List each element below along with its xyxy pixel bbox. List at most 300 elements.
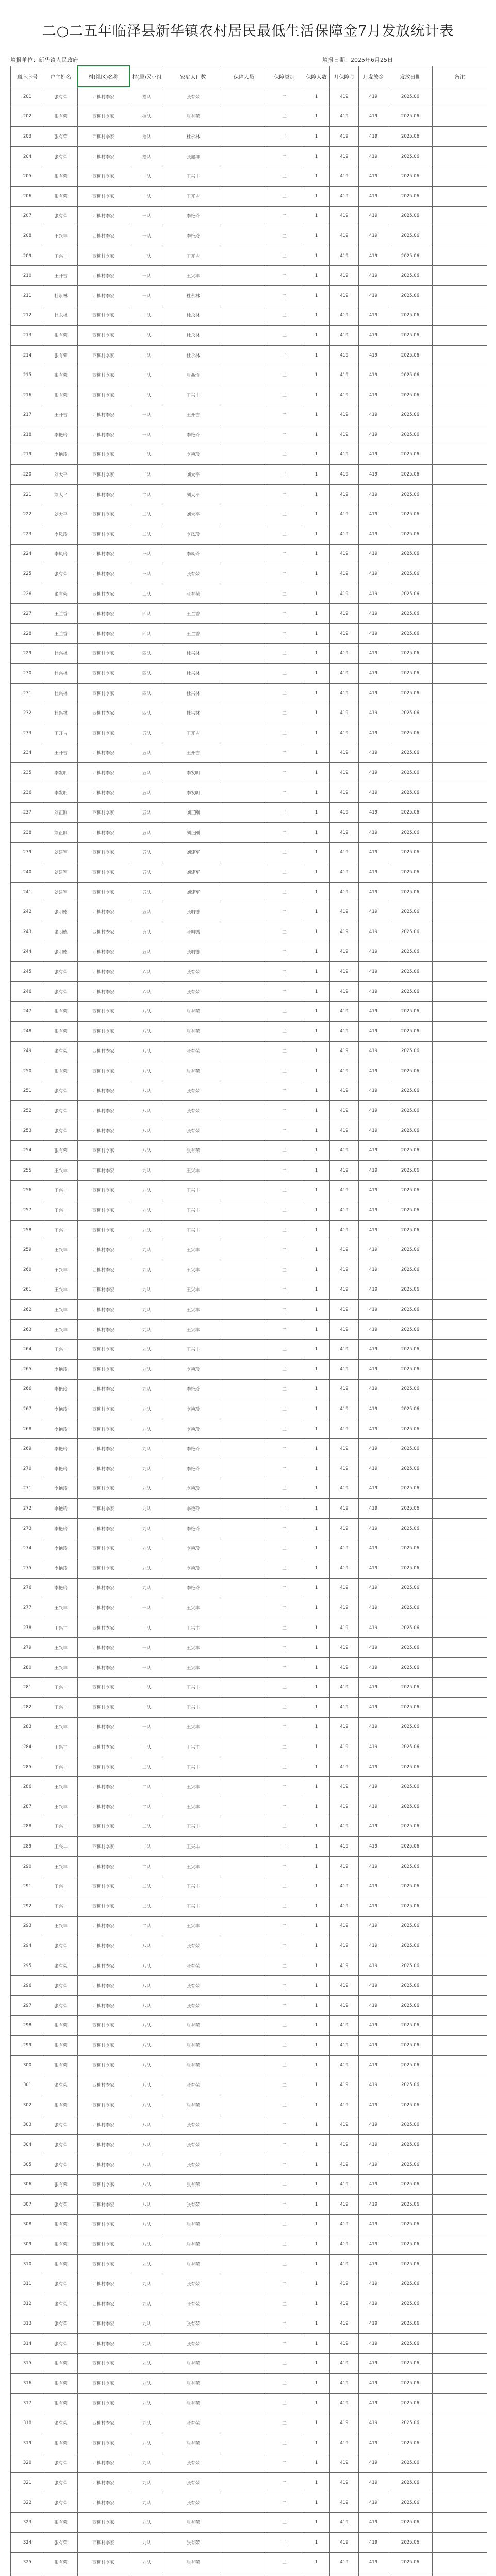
table-cell[interactable]: 西柳村李家 [78, 1737, 129, 1757]
table-cell[interactable]: 一队 [129, 1638, 164, 1658]
table-cell[interactable]: 二 [266, 2314, 303, 2334]
table-cell[interactable]: 419 [359, 2155, 388, 2175]
table-cell[interactable] [222, 1061, 266, 1081]
table-cell[interactable]: 王兴丰 [164, 1220, 222, 1240]
table-cell[interactable]: 张有荣 [44, 326, 78, 346]
table-cell[interactable]: 西柳村李家 [78, 1360, 129, 1380]
table-cell[interactable]: 219 [11, 445, 44, 465]
table-cell[interactable]: 四队 [129, 604, 164, 624]
table-cell[interactable]: 西柳村李家 [78, 2115, 129, 2135]
table-cell[interactable]: 419 [330, 1061, 359, 1081]
table-cell[interactable]: 1 [303, 306, 330, 326]
table-cell[interactable]: 张有荣 [44, 2493, 78, 2513]
table-cell[interactable]: 1 [303, 2353, 330, 2374]
table-cell[interactable] [222, 564, 266, 584]
table-cell[interactable]: 1 [303, 1121, 330, 1141]
table-cell[interactable] [433, 1737, 487, 1757]
table-cell[interactable]: 2025.06 [388, 87, 433, 107]
table-cell[interactable]: 419 [359, 87, 388, 107]
table-cell[interactable]: 419 [330, 365, 359, 385]
table-cell[interactable]: 王兴丰 [44, 1260, 78, 1280]
table-cell[interactable]: 张有荣 [44, 2055, 78, 2075]
table-cell[interactable]: 拾队 [129, 127, 164, 147]
table-cell[interactable]: 二 [266, 146, 303, 166]
table-cell[interactable]: 419 [359, 604, 388, 624]
table-cell[interactable]: 西柳村李家 [78, 2393, 129, 2413]
table-cell[interactable]: 二 [266, 2274, 303, 2294]
table-cell[interactable]: 419 [359, 2453, 388, 2473]
table-cell[interactable]: 236 [11, 783, 44, 803]
table-cell[interactable]: 419 [330, 246, 359, 266]
table-cell[interactable]: 419 [330, 87, 359, 107]
table-cell[interactable]: 419 [359, 1996, 388, 2016]
table-cell[interactable]: 杜兴林 [164, 703, 222, 723]
table-cell[interactable] [222, 584, 266, 604]
table-cell[interactable]: 419 [330, 2155, 359, 2175]
table-cell[interactable]: 419 [330, 1021, 359, 1041]
table-cell[interactable]: 246 [11, 981, 44, 1002]
table-cell[interactable] [433, 2115, 487, 2135]
table-cell[interactable]: 二 [266, 1260, 303, 1280]
table-cell[interactable]: 324 [11, 2533, 44, 2553]
table-cell[interactable] [359, 2572, 388, 2576]
table-cell[interactable] [433, 1002, 487, 1022]
table-cell[interactable]: 419 [330, 266, 359, 286]
table-cell[interactable]: 二 [266, 643, 303, 664]
table-cell[interactable]: 252 [11, 1101, 44, 1121]
table-cell[interactable]: 419 [359, 2015, 388, 2036]
table-cell[interactable]: 1 [303, 2055, 330, 2075]
table-cell[interactable] [222, 2075, 266, 2095]
table-cell[interactable]: 419 [330, 186, 359, 206]
table-cell[interactable]: 242 [11, 902, 44, 922]
table-cell[interactable]: 西柳村李家 [78, 2234, 129, 2255]
table-cell[interactable]: 西柳村李家 [78, 385, 129, 405]
table-cell[interactable]: 1 [303, 405, 330, 425]
table-cell[interactable]: 西柳村李家 [78, 703, 129, 723]
table-cell[interactable]: 王兴丰 [44, 1837, 78, 1857]
table-cell[interactable]: 419 [330, 2413, 359, 2433]
table-cell[interactable] [222, 524, 266, 545]
table-cell[interactable]: 西柳村李家 [78, 1518, 129, 1538]
table-cell[interactable]: 张明德 [44, 902, 78, 922]
table-cell[interactable]: 419 [330, 1797, 359, 1817]
table-cell[interactable]: 419 [330, 643, 359, 664]
table-cell[interactable]: 419 [359, 1360, 388, 1380]
table-cell[interactable]: 419 [330, 723, 359, 743]
table-cell[interactable]: 张有荣 [164, 1976, 222, 1996]
table-cell[interactable]: 张有荣 [44, 2314, 78, 2334]
table-cell[interactable] [222, 425, 266, 445]
table-cell[interactable]: 西柳村李家 [78, 723, 129, 743]
table-cell[interactable]: 张有荣 [44, 2473, 78, 2493]
table-cell[interactable]: 王兴丰 [164, 1717, 222, 1737]
table-cell[interactable] [433, 285, 487, 306]
table-cell[interactable]: 二 [266, 2453, 303, 2473]
table-cell[interactable]: 2025.06 [388, 822, 433, 842]
table-cell[interactable]: 二 [266, 842, 303, 862]
table-cell[interactable]: 419 [359, 1081, 388, 1101]
table-cell[interactable]: 二 [266, 1837, 303, 1857]
table-cell[interactable]: 刘正刚 [164, 803, 222, 823]
table-cell[interactable]: 2025.06 [388, 1141, 433, 1161]
table-cell[interactable]: 419 [359, 1399, 388, 1419]
table-cell[interactable]: 九队 [129, 1459, 164, 1479]
table-cell[interactable]: 八队 [129, 1956, 164, 1976]
table-cell[interactable]: 321 [11, 2473, 44, 2493]
table-cell[interactable]: 1 [303, 683, 330, 703]
table-cell[interactable]: 419 [359, 1657, 388, 1677]
table-cell[interactable]: 2025.06 [388, 1698, 433, 1718]
table-cell[interactable]: 419 [359, 2552, 388, 2572]
table-cell[interactable]: 1 [303, 584, 330, 604]
table-cell[interactable]: 1 [303, 465, 330, 485]
table-cell[interactable]: 五队 [129, 882, 164, 902]
table-cell[interactable] [433, 2572, 487, 2576]
table-cell[interactable]: 西柳村李家 [78, 365, 129, 385]
table-cell[interactable]: 二 [266, 2353, 303, 2374]
table-cell[interactable]: 二 [266, 981, 303, 1002]
table-cell[interactable] [222, 1319, 266, 1340]
table-cell[interactable]: 二 [266, 285, 303, 306]
table-cell[interactable]: 2025.06 [388, 1856, 433, 1876]
table-cell[interactable]: 277 [11, 1598, 44, 1618]
table-cell[interactable]: 二 [266, 1638, 303, 1658]
table-cell[interactable]: 1 [303, 1777, 330, 1797]
table-cell[interactable]: 拾队 [129, 87, 164, 107]
table-cell[interactable]: 二 [266, 326, 303, 346]
table-cell[interactable]: 419 [330, 524, 359, 545]
table-cell[interactable]: 张有荣 [164, 962, 222, 982]
table-cell[interactable]: 1 [303, 2214, 330, 2234]
table-cell[interactable]: 1 [303, 2473, 330, 2493]
table-cell[interactable] [222, 1240, 266, 1260]
table-cell[interactable]: 289 [11, 1837, 44, 1857]
table-cell[interactable]: 二 [266, 2075, 303, 2095]
table-cell[interactable]: 八队 [129, 2015, 164, 2036]
table-cell[interactable]: 419 [359, 166, 388, 187]
table-cell[interactable]: 419 [359, 425, 388, 445]
table-cell[interactable]: 杜兴林 [164, 683, 222, 703]
table-cell[interactable]: 王兴丰 [44, 1598, 78, 1618]
table-cell[interactable]: 西柳村李家 [78, 1002, 129, 1022]
table-cell[interactable]: 张有荣 [44, 2353, 78, 2374]
table-cell[interactable] [222, 1757, 266, 1777]
table-cell[interactable]: 419 [330, 624, 359, 644]
table-cell[interactable]: 王兴丰 [44, 1300, 78, 1320]
table-cell[interactable]: 419 [330, 1200, 359, 1221]
table-cell[interactable]: 419 [330, 1081, 359, 1101]
table-cell[interactable]: 张有荣 [164, 2175, 222, 2195]
col-payment-date[interactable]: 发放日期 [388, 66, 433, 87]
table-cell[interactable]: 1 [303, 285, 330, 306]
table-cell[interactable]: 419 [359, 1956, 388, 1976]
table-cell[interactable]: 王开吉 [164, 186, 222, 206]
table-cell[interactable]: 2025.06 [388, 107, 433, 127]
table-cell[interactable] [433, 703, 487, 723]
table-cell[interactable]: 张有荣 [44, 1121, 78, 1141]
table-cell[interactable] [433, 1876, 487, 1896]
table-cell[interactable]: 四队 [129, 643, 164, 664]
table-cell[interactable] [433, 2015, 487, 2036]
table-cell[interactable]: 八队 [129, 1936, 164, 1956]
table-cell[interactable]: 208 [11, 226, 44, 246]
table-cell[interactable]: 256 [11, 1180, 44, 1200]
table-cell[interactable]: 张有荣 [164, 1041, 222, 1061]
table-cell[interactable] [222, 2393, 266, 2413]
table-cell[interactable]: 419 [330, 2533, 359, 2553]
table-cell[interactable]: 419 [359, 584, 388, 604]
table-cell[interactable]: 一队 [129, 1737, 164, 1757]
col-householder[interactable]: 户主姓名 [44, 66, 78, 87]
table-cell[interactable]: 二 [266, 1240, 303, 1260]
table-cell[interactable]: 西柳村李家 [78, 1558, 129, 1578]
table-cell[interactable] [433, 2473, 487, 2493]
table-cell[interactable] [433, 1757, 487, 1777]
table-cell[interactable]: 419 [330, 564, 359, 584]
table-cell[interactable]: 1 [303, 524, 330, 545]
table-cell[interactable]: 299 [11, 2036, 44, 2056]
table-cell[interactable]: 西柳村李家 [78, 743, 129, 763]
table-cell[interactable] [222, 1717, 266, 1737]
table-cell[interactable]: 419 [359, 1002, 388, 1022]
table-cell[interactable]: 273 [11, 1518, 44, 1538]
table-cell[interactable]: 西柳村李家 [78, 683, 129, 703]
table-cell[interactable]: 1 [303, 1280, 330, 1300]
table-cell[interactable]: 李艳玲 [164, 1479, 222, 1499]
table-cell[interactable]: 1 [303, 664, 330, 684]
table-cell[interactable]: 1 [303, 1717, 330, 1737]
table-cell[interactable]: 李艳玲 [164, 1578, 222, 1598]
table-cell[interactable]: 西柳村李家 [78, 524, 129, 545]
table-cell[interactable]: 1 [303, 1041, 330, 1061]
table-cell[interactable] [11, 2572, 44, 2576]
table-cell[interactable]: 419 [330, 862, 359, 883]
table-cell[interactable]: 419 [330, 1439, 359, 1459]
table-cell[interactable]: 1 [303, 2036, 330, 2056]
table-cell[interactable]: 张有荣 [164, 2314, 222, 2334]
table-cell[interactable]: 2025.06 [388, 285, 433, 306]
table-cell[interactable]: 419 [359, 445, 388, 465]
table-cell[interactable]: 张有荣 [44, 186, 78, 206]
table-cell[interactable]: 张有荣 [44, 385, 78, 405]
table-cell[interactable]: 419 [359, 1618, 388, 1638]
table-cell[interactable]: 二 [266, 2294, 303, 2314]
table-cell[interactable]: 九队 [129, 1558, 164, 1578]
table-cell[interactable]: 西柳村李家 [78, 186, 129, 206]
table-cell[interactable]: 八队 [129, 2055, 164, 2075]
table-cell[interactable]: 1 [303, 1379, 330, 1399]
table-cell[interactable]: 王兴丰 [44, 1876, 78, 1896]
table-cell[interactable]: 419 [330, 2552, 359, 2572]
table-cell[interactable]: 张有荣 [164, 2015, 222, 2036]
table-cell[interactable]: 张有荣 [164, 1936, 222, 1956]
table-cell[interactable]: 张有荣 [164, 1101, 222, 1121]
table-cell[interactable] [222, 405, 266, 425]
table-cell[interactable]: 二 [266, 1737, 303, 1757]
table-cell[interactable]: 张有荣 [164, 87, 222, 107]
table-cell[interactable]: 419 [330, 465, 359, 485]
table-cell[interactable]: 419 [330, 1340, 359, 1360]
table-cell[interactable]: 2025.06 [388, 2274, 433, 2294]
table-cell[interactable] [433, 2274, 487, 2294]
table-cell[interactable]: 二 [266, 2214, 303, 2234]
table-cell[interactable]: 二 [266, 763, 303, 783]
table-cell[interactable]: 1 [303, 1021, 330, 1041]
table-cell[interactable]: 1 [303, 624, 330, 644]
table-cell[interactable]: 301 [11, 2075, 44, 2095]
table-cell[interactable]: 295 [11, 1956, 44, 1976]
table-cell[interactable]: 419 [359, 803, 388, 823]
table-cell[interactable]: 2025.06 [388, 345, 433, 365]
table-cell[interactable]: 419 [330, 763, 359, 783]
table-cell[interactable]: 西柳村李家 [78, 1976, 129, 1996]
table-cell[interactable]: 419 [330, 1558, 359, 1578]
table-cell[interactable]: 2025.06 [388, 1936, 433, 1956]
table-cell[interactable] [222, 1657, 266, 1677]
table-cell[interactable] [433, 524, 487, 545]
table-cell[interactable]: 419 [359, 1896, 388, 1917]
table-cell[interactable]: 西柳村李家 [78, 1200, 129, 1221]
table-cell[interactable]: 西柳村李家 [78, 2473, 129, 2493]
table-cell[interactable] [222, 1956, 266, 1976]
table-cell[interactable] [222, 345, 266, 365]
table-cell[interactable]: 西柳村李家 [78, 2095, 129, 2115]
table-cell[interactable]: 二 [266, 703, 303, 723]
table-cell[interactable]: 419 [359, 1817, 388, 1837]
table-cell[interactable]: 307 [11, 2194, 44, 2214]
table-cell[interactable]: 419 [330, 504, 359, 524]
table-cell[interactable]: 五队 [129, 783, 164, 803]
table-cell[interactable]: 283 [11, 1717, 44, 1737]
table-cell[interactable]: 西柳村李家 [78, 862, 129, 883]
table-cell[interactable]: 刘建军 [164, 882, 222, 902]
table-cell[interactable]: 2025.06 [388, 1280, 433, 1300]
table-cell[interactable]: 419 [330, 962, 359, 982]
table-cell[interactable] [222, 1677, 266, 1698]
table-cell[interactable] [222, 1737, 266, 1757]
table-cell[interactable]: 二 [266, 803, 303, 823]
table-cell[interactable]: 209 [11, 246, 44, 266]
table-cell[interactable]: 二 [266, 206, 303, 226]
table-cell[interactable]: 419 [359, 1379, 388, 1399]
table-cell[interactable] [433, 2314, 487, 2334]
table-cell[interactable]: 李艳玲 [44, 1439, 78, 1459]
table-cell[interactable]: 2025.06 [388, 882, 433, 902]
table-cell[interactable]: 李艳玲 [44, 1459, 78, 1479]
table-cell[interactable]: 2025.06 [388, 2015, 433, 2036]
table-cell[interactable]: 王兴丰 [164, 1657, 222, 1677]
table-cell[interactable]: 张有荣 [44, 2135, 78, 2155]
table-cell[interactable]: 西柳村李家 [78, 2334, 129, 2354]
table-cell[interactable]: 1 [303, 1061, 330, 1081]
table-cell[interactable]: 1 [303, 385, 330, 405]
table-cell[interactable]: 张有荣 [44, 2552, 78, 2572]
table-cell[interactable] [433, 87, 487, 107]
table-cell[interactable]: 1 [303, 1141, 330, 1161]
table-cell[interactable]: 王兴丰 [164, 1817, 222, 1837]
table-cell[interactable]: 2025.06 [388, 1677, 433, 1698]
table-cell[interactable]: 张有荣 [44, 1061, 78, 1081]
table-cell[interactable]: 419 [359, 2493, 388, 2513]
table-cell[interactable]: 二 [266, 1300, 303, 1320]
table-cell[interactable]: 二 [266, 862, 303, 883]
table-cell[interactable]: 二 [266, 166, 303, 187]
table-cell[interactable]: 二 [266, 1319, 303, 1340]
table-cell[interactable] [222, 2036, 266, 2056]
table-cell[interactable]: 1 [303, 822, 330, 842]
table-cell[interactable]: 2025.06 [388, 146, 433, 166]
table-cell[interactable]: 王兴丰 [164, 1677, 222, 1698]
table-cell[interactable]: 419 [359, 1300, 388, 1320]
table-cell[interactable]: 1 [303, 1896, 330, 1917]
table-cell[interactable]: 1 [303, 87, 330, 107]
table-cell[interactable]: 419 [359, 146, 388, 166]
table-cell[interactable] [222, 2453, 266, 2473]
table-cell[interactable] [222, 1618, 266, 1638]
table-cell[interactable]: 张有荣 [164, 2036, 222, 2056]
table-cell[interactable]: 张有荣 [44, 2155, 78, 2175]
table-cell[interactable]: 西柳村李家 [78, 1319, 129, 1340]
table-cell[interactable]: 张有荣 [44, 2294, 78, 2314]
table-cell[interactable] [433, 484, 487, 504]
table-cell[interactable]: 王开吉 [164, 743, 222, 763]
table-cell[interactable]: 二 [266, 664, 303, 684]
table-cell[interactable]: 240 [11, 862, 44, 883]
table-cell[interactable]: 419 [359, 2075, 388, 2095]
table-cell[interactable] [222, 842, 266, 862]
table-cell[interactable]: 1 [303, 1479, 330, 1499]
table-cell[interactable]: 419 [330, 683, 359, 703]
table-cell[interactable]: 西柳村李家 [78, 2374, 129, 2394]
table-cell[interactable]: 王兴丰 [164, 1240, 222, 1260]
table-cell[interactable] [222, 2194, 266, 2214]
table-cell[interactable]: 2025.06 [388, 1817, 433, 1837]
table-cell[interactable]: 419 [359, 1558, 388, 1578]
col-monthly-payment[interactable]: 月发放金 [359, 66, 388, 87]
table-cell[interactable]: 2025.06 [388, 1538, 433, 1558]
table-cell[interactable]: 2025.06 [388, 1797, 433, 1817]
table-cell[interactable]: 西柳村李家 [78, 1638, 129, 1658]
table-cell[interactable]: 一队 [129, 405, 164, 425]
table-cell[interactable]: 419 [330, 1817, 359, 1837]
table-cell[interactable]: 李艳玲 [164, 1538, 222, 1558]
table-cell[interactable]: 九队 [129, 1300, 164, 1320]
table-cell[interactable]: 刘建军 [44, 862, 78, 883]
table-cell[interactable]: 419 [359, 1319, 388, 1340]
table-cell[interactable]: 西柳村李家 [78, 2513, 129, 2533]
table-cell[interactable]: 2025.06 [388, 902, 433, 922]
table-cell[interactable]: 1 [303, 842, 330, 862]
table-cell[interactable]: 二队 [129, 1916, 164, 1936]
table-cell[interactable]: 杜永林 [164, 127, 222, 147]
table-cell[interactable]: 2025.06 [388, 2194, 433, 2214]
table-cell[interactable]: 298 [11, 2015, 44, 2036]
table-cell[interactable]: 张有荣 [44, 2334, 78, 2354]
table-cell[interactable]: 二 [266, 882, 303, 902]
table-cell[interactable]: 王兴丰 [44, 1717, 78, 1737]
table-cell[interactable] [433, 2513, 487, 2533]
table-cell[interactable]: 八队 [129, 1976, 164, 1996]
table-cell[interactable]: 张有荣 [44, 1141, 78, 1161]
table-cell[interactable]: 2025.06 [388, 1041, 433, 1061]
table-cell[interactable] [433, 2175, 487, 2195]
table-cell[interactable]: 293 [11, 1916, 44, 1936]
table-cell[interactable]: 王兴丰 [44, 1856, 78, 1876]
table-cell[interactable] [222, 2115, 266, 2135]
table-cell[interactable]: 1 [303, 604, 330, 624]
table-cell[interactable] [433, 166, 487, 187]
